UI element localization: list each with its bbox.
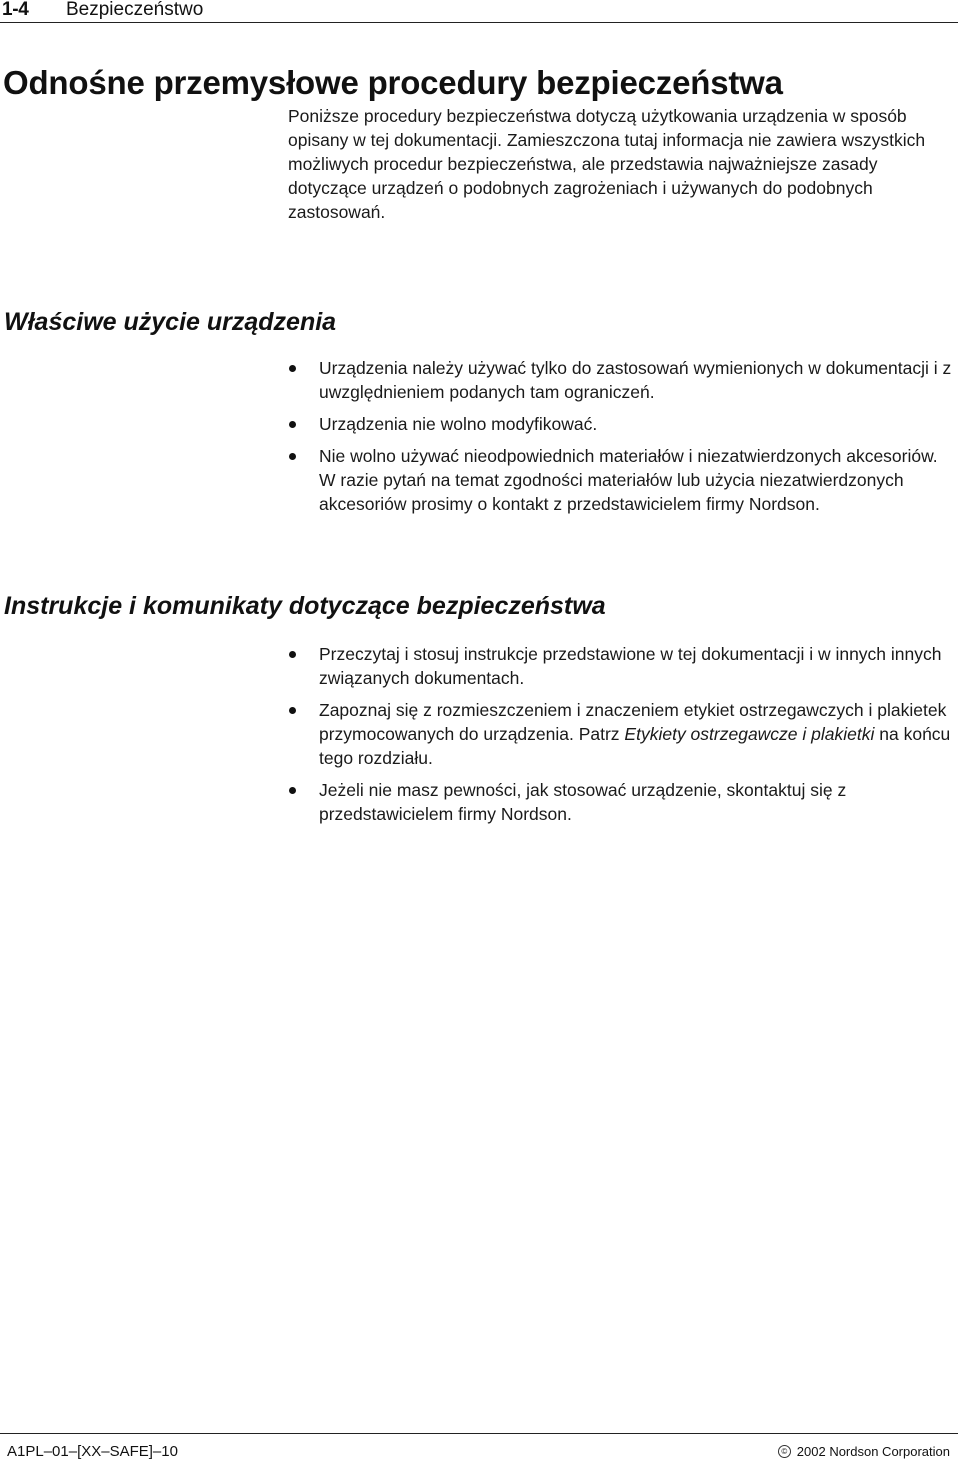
list-item xyxy=(288,444,956,516)
intro-paragraph: Poniższe procedury bezpieczeństwa dotyczą użytkowania urządzenia w sposób opisany w tej dokumentacji. Zamieszczona tutaj informacja nie zawiera wszystkich możliwych procedur bezpieczeństwa, ale przedstawia najważniejsze zasady dotyczące urządzeń o podobnych zagrożeniach i używanych do podobnych zastosowań. xyxy=(288,106,926,222)
running-section-name: Bezpieczeństwo xyxy=(66,0,204,20)
bullet-dot-icon xyxy=(289,365,296,372)
bullet-dot-icon xyxy=(289,651,296,658)
bullet-dot-icon xyxy=(289,421,296,428)
list-item-text: Nie wolno używać nieodpowiednich materiałów i niezatwierdzonych akcesoriów. W razie pytań na temat zgodności materiałów lub użycia niezatwierdzonych akcesoriów prosimy o kontakt z przedstawicielem firmy Nordson. xyxy=(319,446,938,514)
page-header xyxy=(0,0,958,23)
safety-instructions-list xyxy=(288,642,956,834)
list-item-text: Jeżeli nie masz pewności, jak stosować urządzenie, skontaktuj się z przedstawicielem firmy Nordson. xyxy=(319,780,847,824)
bullet-dot-icon xyxy=(289,453,296,460)
copyright-notice xyxy=(778,1444,950,1459)
cross-reference-warning-labels: Etykiety ostrzegawcze i plakietki xyxy=(624,724,875,744)
list-item xyxy=(288,778,956,826)
list-item xyxy=(288,412,956,436)
page-title: Odnośne przemysłowe procedury bezpieczeństwa xyxy=(3,64,783,101)
page-number: 1-4 xyxy=(2,0,29,20)
bullet-dot-icon xyxy=(289,787,296,794)
list-item-text: Przeczytaj i stosuj instrukcje przedstawione w tej dokumentacji i w innych innych związanych dokumentach. xyxy=(319,644,942,688)
list-item-text-before: Zapoznaj się z rozmieszczeniem i znaczeniem etykiet ostrzegawczych i plakietek przymocowanych do urządzenia. Patrz xyxy=(319,700,947,744)
bullet-dot-icon xyxy=(289,707,296,714)
list-item-text: Urządzenia należy używać tylko do zastosowań wymienionych w dokumentacji i z uwzględnieniem podanych tam ograniczeń. xyxy=(319,358,952,402)
page-footer xyxy=(0,1433,958,1462)
proper-use-list xyxy=(288,356,956,524)
list-item xyxy=(288,642,956,690)
section-heading-safety-instructions: Instrukcje i komunikaty dotyczące bezpieczeństwa xyxy=(4,592,606,620)
section-heading-proper-use: Właściwe użycie urządzenia xyxy=(4,308,337,336)
list-item-text-after: na końcu tego rozdziału. xyxy=(319,724,951,768)
list-item xyxy=(288,698,956,770)
copyright-icon: © xyxy=(778,1445,791,1458)
copyright-text: 2002 Nordson Corporation xyxy=(796,1444,950,1459)
list-item-text: Urządzenia nie wolno modyfikować. xyxy=(319,414,598,434)
document-code: A1PL–01–[XX–SAFE]–10 xyxy=(7,1443,178,1460)
list-item xyxy=(288,356,956,404)
